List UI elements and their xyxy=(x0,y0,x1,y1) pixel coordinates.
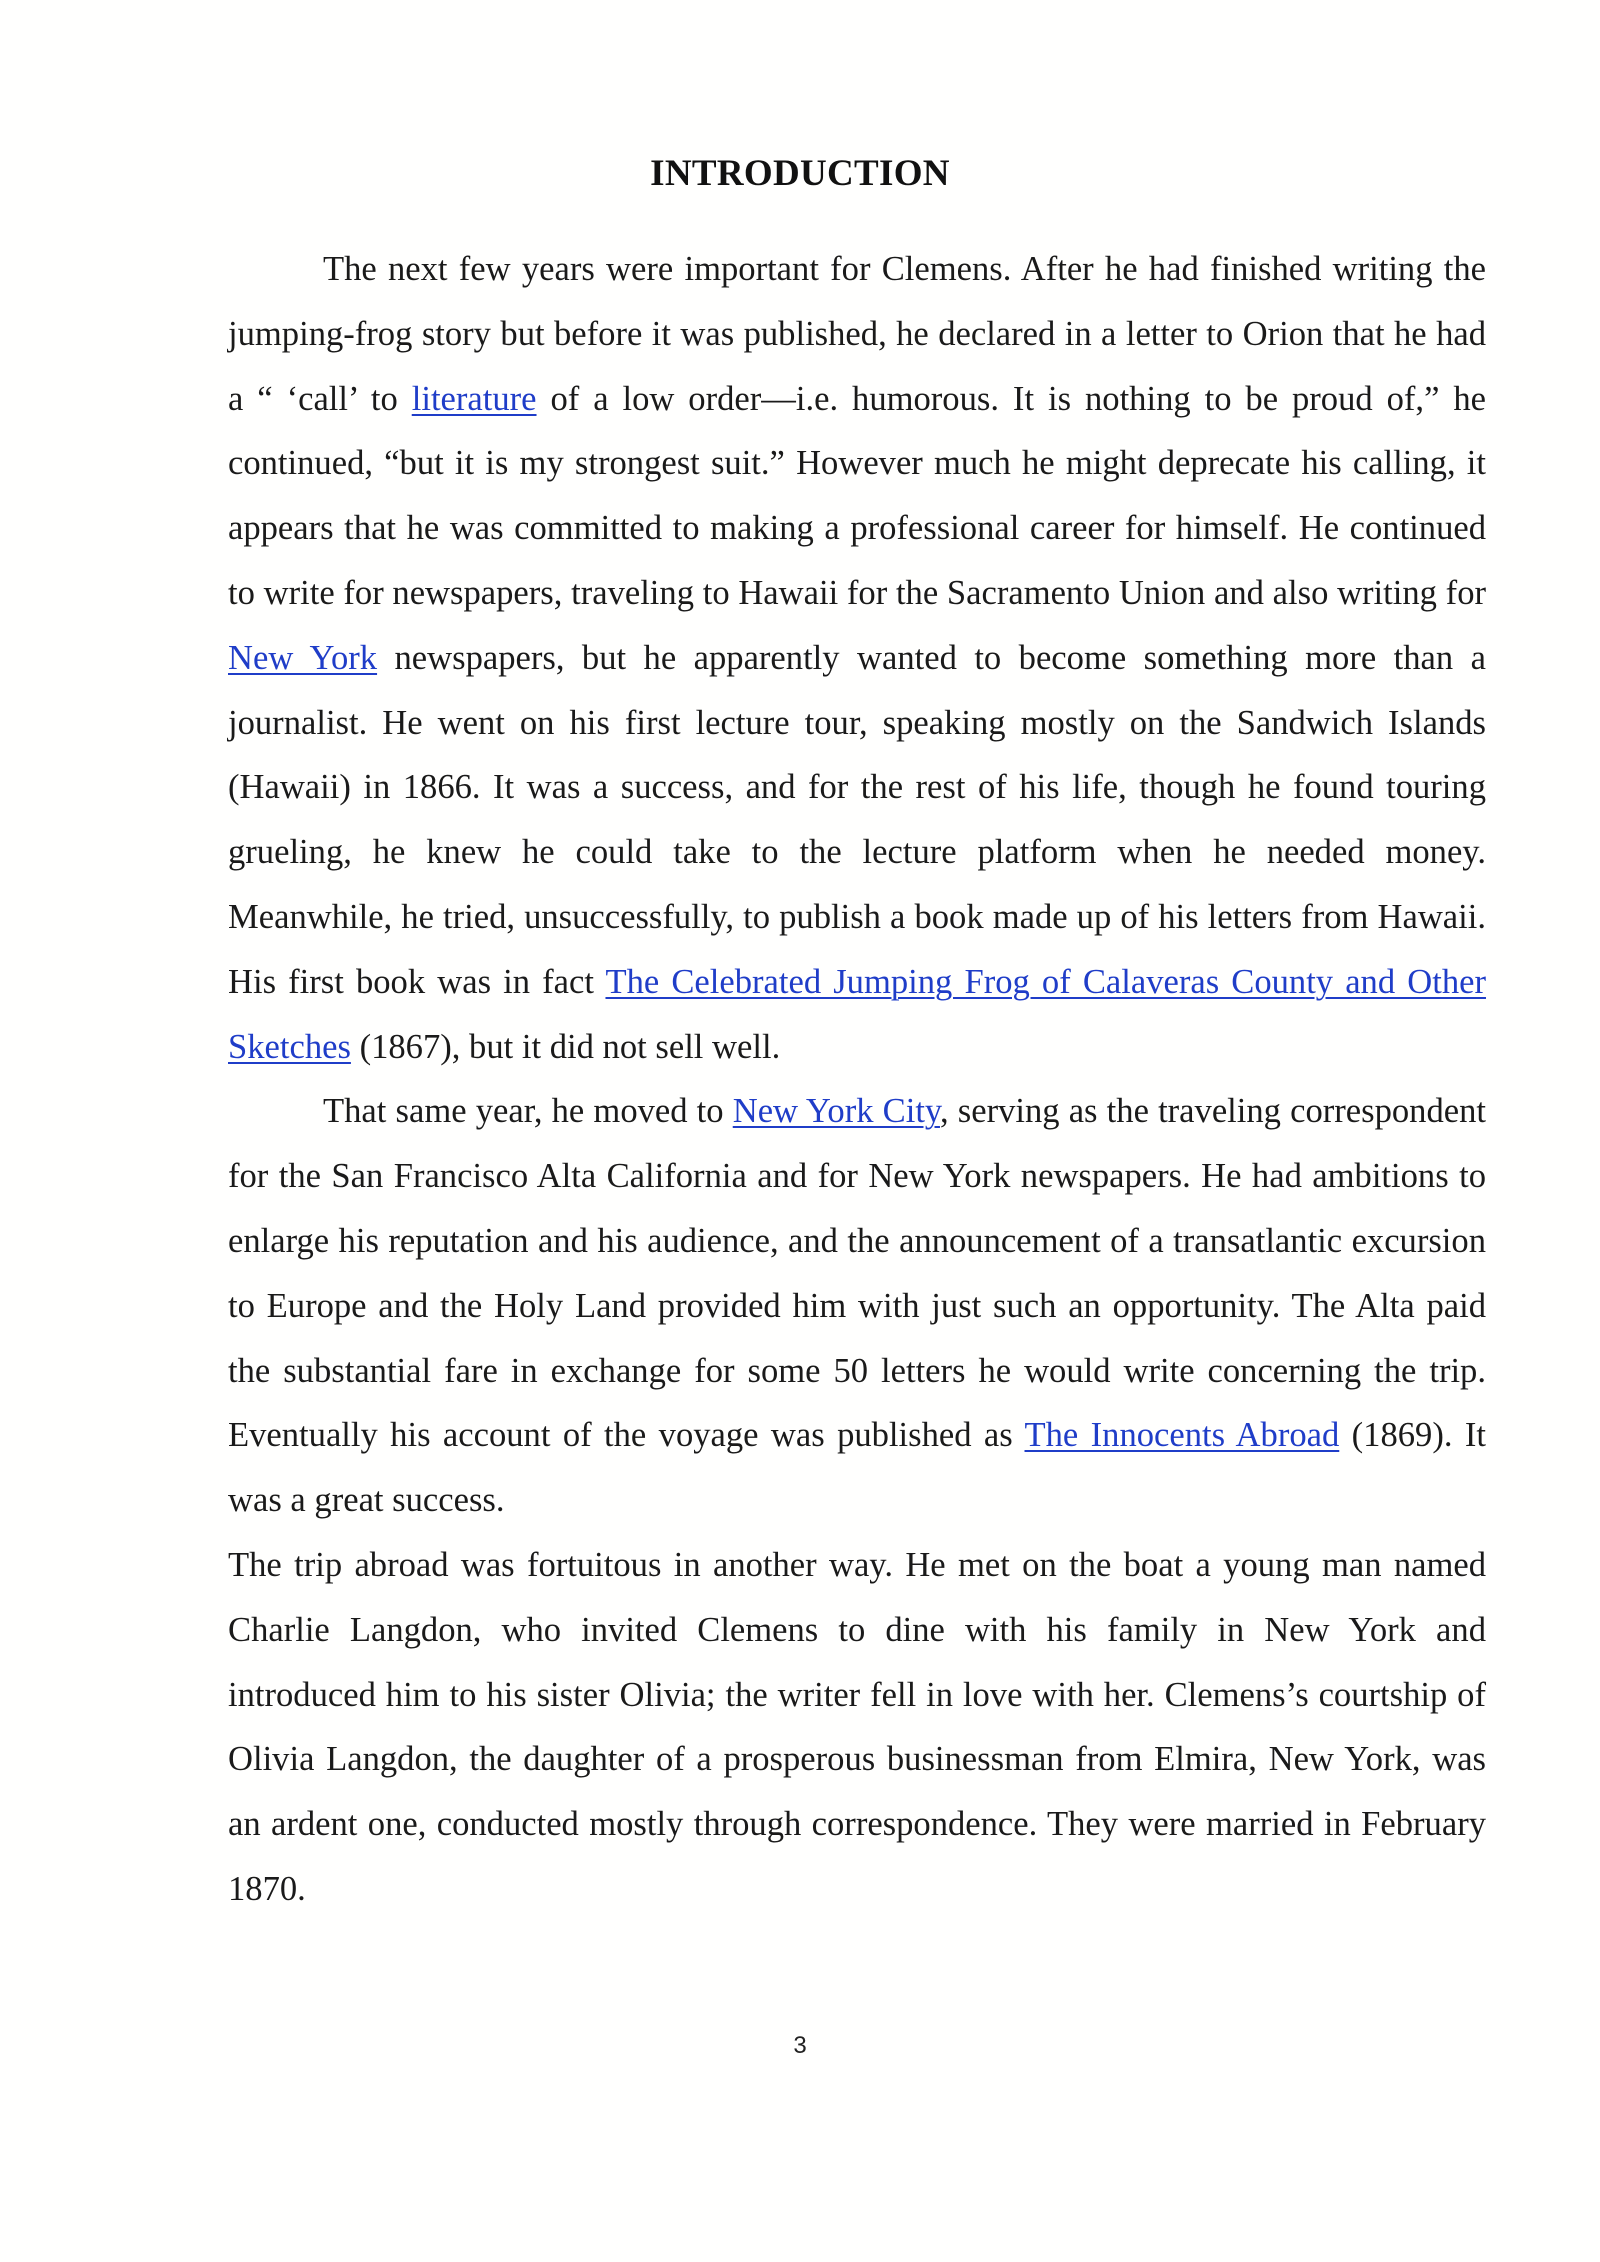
paragraph-text: , serving as the traveling correspondent for the San Francisco Alta California and for New York newspapers. He had ambitions to enlarge his reputation and his audience, and the announcement of a transatlantic excursion to Europe and the Holy Land provided him with just such an opportunity. The Alta paid the substantial fare in exchange for some 50 letters he would write concerning the trip. Eventually his account of the voyage was published as xyxy=(228,1092,1486,1455)
paragraph-3 xyxy=(228,1533,1486,1922)
paragraph-1 xyxy=(228,237,1486,1079)
paragraph-text: The next few years were important for Clemens. After he had finished writing the jumping-frog story but before it was published, he declared in a letter to Orion that he had a “ ‘call’ to xyxy=(228,250,1486,418)
paragraph-2 xyxy=(228,1079,1486,1533)
page-number: 3 xyxy=(793,2032,807,2059)
paragraph-text: The trip abroad was fortuitous in another way. He met on the boat a young man named Charlie Langdon, who invited Clemens to dine with his family in New York and introduced him to his sister Olivia; the writer fell in love with her. Clemens’s courtship of Olivia Langdon, the daughter of a prosperous businessman from Elmira, New York, was an ardent one, conducted mostly through correspondence. They were married in February 1870. xyxy=(228,1545,1486,1908)
paragraph-text: (1867), but it did not sell well. xyxy=(350,1027,781,1066)
body-text xyxy=(228,237,1486,1922)
link-jumping-frog-book[interactable]: The Celebrated Jumping Frog of Calaveras County and Other Sketches xyxy=(228,962,1486,1066)
link-new-york-city[interactable]: New York City xyxy=(732,1092,940,1131)
paragraph-text: That same year, he moved to xyxy=(323,1092,733,1131)
paragraph-text: of a low order—i.e. humorous. It is nothing to be proud of,” he continued, “but it is my strongest suit.” However much he might deprecate his calling, it appears that he was committed to making a professional career for himself. He continued to write for newspapers, traveling to Hawaii for the Sacramento Union and also writing for xyxy=(228,379,1486,612)
link-innocents-abroad[interactable]: The Innocents Abroad xyxy=(1024,1416,1340,1455)
page-title: INTRODUCTION xyxy=(650,153,950,194)
paragraph-text: (1869). It was a great success. xyxy=(228,1416,1486,1520)
link-literature[interactable]: literature xyxy=(411,379,537,418)
paragraph-text: newspapers, but he apparently wanted to become something more than a journalist. He went on his first lecture tour, speaking mostly on the Sandwich Islands (Hawaii) in 1866. It was a success, and for the rest of his life, though he found touring grueling, he knew he could take to the lecture platform when he needed money. Meanwhile, he tried, unsuccessfully, to publish a book made up of his letters from Hawaii. His first book was in fact xyxy=(228,638,1486,1001)
link-new-york[interactable]: New York xyxy=(228,638,378,677)
